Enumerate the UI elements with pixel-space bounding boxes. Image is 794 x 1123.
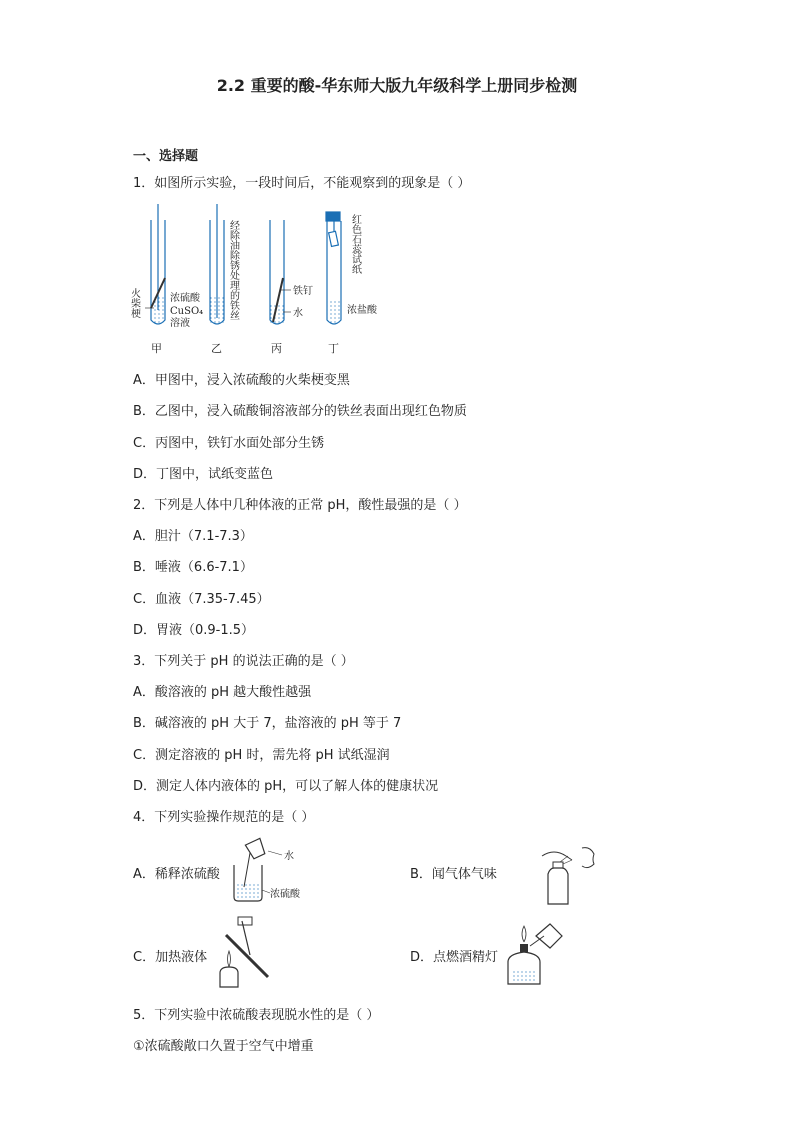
q2-option-d: D．胃液（0.9-1.5） xyxy=(133,623,255,638)
jia-left-label: 火柴梗 xyxy=(128,288,140,318)
ding-vertical-label: 红色石蕊试纸 xyxy=(349,214,361,274)
tube-yi xyxy=(210,204,224,324)
q4-figure-d xyxy=(500,918,570,988)
q1-option-a: A．甲图中，浸入浓硫酸的火柴梗变黑 xyxy=(133,373,350,388)
bing-label-nail: 铁钉 xyxy=(293,286,313,297)
jia-right-label-3: 溶液 xyxy=(170,318,190,329)
q1-option-c: C．丙图中，铁钉水面处部分生锈 xyxy=(133,436,325,451)
q4-figure-b xyxy=(532,838,604,910)
q4-figure-a xyxy=(228,835,318,905)
q1-figure xyxy=(128,200,403,360)
q1-stem: 1．如图所示实验，一段时间后，不能观察到的现象是（ ） xyxy=(133,176,471,191)
tube-label-jia: 甲 xyxy=(151,342,162,355)
tube-jia xyxy=(151,204,165,324)
tube-label-yi: 乙 xyxy=(211,342,222,355)
q4-figure-c xyxy=(212,915,282,990)
tube-bing xyxy=(270,220,284,324)
q1-option-b: B．乙图中，浸入硫酸铜溶液部分的铁丝表面出现红色物质 xyxy=(133,404,467,419)
bing-label-water: 水 xyxy=(293,308,303,319)
section-heading: 一、选择题 xyxy=(133,149,199,164)
q2-stem: 2．下列是人体中几种体液的正常 pH，酸性最强的是（ ） xyxy=(133,498,467,513)
q4-option-a: A．稀释浓硫酸 xyxy=(133,867,220,882)
q1-option-d: D．丁图中，试纸变蓝色 xyxy=(133,467,274,482)
page-title: 2.2 重要的酸-华东师大版九年级科学上册同步检测 xyxy=(216,76,578,95)
yi-vertical-label: 经除油除锈处理的铁丝 xyxy=(227,220,239,320)
q3-stem: 3．下列关于 pH 的说法正确的是（ ） xyxy=(133,654,354,669)
q3-option-d: D．测定人体内液体的 pH，可以了解人体的健康状况 xyxy=(133,779,439,794)
q3-option-c: C．测定溶液的 pH 时，需先将 pH 试纸湿润 xyxy=(133,748,390,763)
fig-a-acid-label: 浓硫酸 xyxy=(270,889,300,900)
jia-right-label-2: CuSO₄ xyxy=(170,306,204,317)
q5-item-1: ①浓硫酸敞口久置于空气中增重 xyxy=(133,1039,314,1054)
q2-option-b: B．唾液（6.6-7.1） xyxy=(133,560,253,575)
tube-label-bing: 丙 xyxy=(271,342,282,355)
q4-option-c: C．加热液体 xyxy=(133,950,208,965)
tube-label-ding: 丁 xyxy=(328,342,339,355)
jia-right-label-1: 浓硫酸 xyxy=(170,293,200,304)
ding-acid-label: 浓盐酸 xyxy=(347,305,377,316)
q2-option-c: C．血液（7.35-7.45） xyxy=(133,592,270,607)
q5-stem: 5．下列实验中浓硫酸表现脱水性的是（ ） xyxy=(133,1008,380,1023)
tube-ding xyxy=(326,212,341,324)
q3-option-a: A．酸溶液的 pH 越大酸性越强 xyxy=(133,685,312,700)
q2-option-a: A．胆汁（7.1-7.3） xyxy=(133,529,253,544)
q3-option-b: B．碱溶液的 pH 大于 7，盐溶液的 pH 等于 7 xyxy=(133,716,402,731)
fig-a-water-label: 水 xyxy=(284,851,294,862)
q4-option-d: D．点燃酒精灯 xyxy=(410,950,499,965)
q4-stem: 4．下列实验操作规范的是（ ） xyxy=(133,810,315,825)
q4-option-b: B．闻气体气味 xyxy=(410,867,497,882)
